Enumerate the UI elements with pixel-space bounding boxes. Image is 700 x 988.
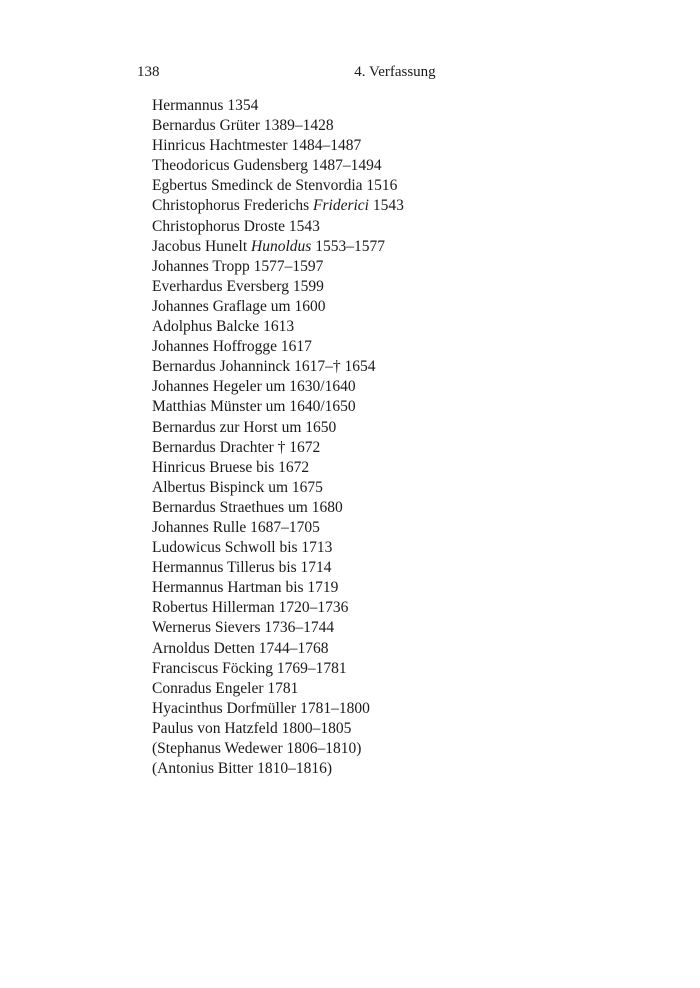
page-header <box>0 0 700 90</box>
entry-dates: 1577–1597 <box>253 257 324 275</box>
entry-dates: 1487–1494 <box>311 157 382 175</box>
entry-dates: um 1650 <box>281 418 337 436</box>
list-item <box>152 217 572 237</box>
entry-name: (Antonius Bitter <box>152 760 254 778</box>
list-item <box>152 237 572 257</box>
entry-name: Ludowicus Schwoll <box>152 539 276 557</box>
list-item <box>152 297 572 317</box>
list-item <box>152 699 572 719</box>
entry-name: Hinricus Bruese <box>152 458 253 476</box>
list-item <box>152 438 572 458</box>
entry-dates: um 1675 <box>268 478 323 496</box>
entry-name: Johannes Rulle <box>152 518 247 536</box>
entry-dates: um 1600 <box>270 297 326 315</box>
entry-dates: 1389–1428 <box>263 117 334 135</box>
entry-dates: um 1630/1640 <box>265 378 356 396</box>
entry-name: Hermannus Tillerus <box>152 559 275 577</box>
list-item <box>152 418 572 438</box>
list-item <box>152 176 572 196</box>
entry-name: Bernardus Johanninck <box>152 358 291 376</box>
entry-name: Bernardus zur Horst <box>152 418 278 436</box>
running-head: 4. Verfassung <box>354 64 436 80</box>
name-list <box>152 96 572 779</box>
list-item <box>152 156 572 176</box>
entry-dates: 1543 <box>372 197 404 215</box>
list-item <box>152 598 572 618</box>
list-item <box>152 136 572 156</box>
list-item <box>152 458 572 478</box>
entry-dates: 1617 <box>280 338 312 356</box>
entry-dates: 1736–1744 <box>264 619 335 637</box>
list-item <box>152 719 572 739</box>
entry-dates: um 1640/1650 <box>265 398 356 416</box>
entry-dates: 1810–1816) <box>257 760 332 778</box>
entry-dates: 1769–1781 <box>276 659 347 677</box>
entry-name: Conradus Engeler <box>152 679 264 697</box>
list-item <box>152 116 572 136</box>
entry-name: Everhardus Eversberg <box>152 277 290 295</box>
entry-dates: bis 1714 <box>278 559 332 577</box>
entry-dates: 1687–1705 <box>250 518 320 536</box>
list-item <box>152 277 572 297</box>
entry-name: Arnoldus Detten <box>152 639 255 657</box>
entry-name: Hermannus Hartman <box>152 579 282 597</box>
entry-dates: um 1680 <box>288 498 343 516</box>
list-item <box>152 639 572 659</box>
entry-dates: 1720–1736 <box>278 599 349 617</box>
entry-dates: bis 1719 <box>285 579 339 597</box>
entry-name: Matthias Münster <box>152 398 262 416</box>
entry-dates: † 1672 <box>277 438 321 456</box>
list-item <box>152 357 572 377</box>
entry-dates: bis 1713 <box>279 539 333 557</box>
entry-dates: 1744–1768 <box>258 639 329 657</box>
entry-name: Paulus von Hatzfeld <box>152 719 278 737</box>
list-item <box>152 518 572 538</box>
entry-dates: 1617–† 1654 <box>294 358 376 376</box>
list-item <box>152 759 572 779</box>
entry-name: Adolphus Balcke <box>152 318 260 336</box>
list-item <box>152 96 572 116</box>
page-number: 138 <box>137 64 160 80</box>
list-item <box>152 679 572 699</box>
list-item <box>152 478 572 498</box>
entry-dates: 1354 <box>227 97 259 114</box>
entry-name: Bernardus Drachter <box>152 438 274 456</box>
entry-dates: bis 1672 <box>256 458 310 476</box>
entry-name: Bernardus Grüter <box>152 117 261 135</box>
entry-name: Theodoricus Gudensberg <box>152 157 308 175</box>
entry-dates: 1516 <box>366 177 398 195</box>
entry-name: Jacobus Hunelt <box>152 237 248 255</box>
list-item <box>152 538 572 558</box>
list-item <box>152 498 572 518</box>
entry-name: Hinricus Hachtmester <box>152 137 288 155</box>
entry-dates: 1543 <box>288 217 320 235</box>
entry-name: Johannes Hegeler <box>152 378 262 396</box>
entry-dates: 1599 <box>292 277 324 295</box>
entry-dates: 1553–1577 <box>315 237 385 255</box>
list-item <box>152 377 572 397</box>
entry-name: Hyacinthus Dorfmüller <box>152 699 297 717</box>
entry-alt-name: Hunoldus <box>251 237 312 255</box>
list-item <box>152 257 572 277</box>
list-item <box>152 337 572 357</box>
entry-dates: 1613 <box>263 318 295 336</box>
list-item <box>152 397 572 417</box>
entry-dates: 1781–1800 <box>300 699 370 717</box>
entry-dates: 1781 <box>267 679 299 697</box>
entry-name: Johannes Graflage <box>152 297 267 315</box>
entry-name: Robertus Hillerman <box>152 599 275 617</box>
list-item <box>152 618 572 638</box>
entry-name: Christophorus Frederichs <box>152 197 310 215</box>
entry-name: Johannes Tropp <box>152 257 250 275</box>
entry-name: Egbertus Smedinck de Stenvordia <box>152 177 363 195</box>
entry-name: Hermannus <box>152 97 224 114</box>
list-item <box>152 659 572 679</box>
list-item <box>152 196 572 216</box>
entry-name: Christophorus Droste <box>152 217 286 235</box>
entry-name: Wernerus Sievers <box>152 619 261 637</box>
entry-name: Johannes Hoffrogge <box>152 338 277 356</box>
entry-name: (Stephanus Wedewer <box>152 740 283 757</box>
entry-dates: 1484–1487 <box>291 137 362 155</box>
entry-name: Albertus Bispinck <box>152 478 265 496</box>
entry-dates: 1806–1810) <box>286 740 362 757</box>
entry-dates: 1800–1805 <box>281 719 352 737</box>
list-item <box>152 739 572 759</box>
list-item <box>152 578 572 598</box>
list-item <box>152 558 572 578</box>
entry-alt-name: Friderici <box>313 197 369 215</box>
entry-name: Franciscus Föcking <box>152 659 273 677</box>
entry-name: Bernardus Straethues <box>152 498 285 516</box>
list-item <box>152 317 572 337</box>
